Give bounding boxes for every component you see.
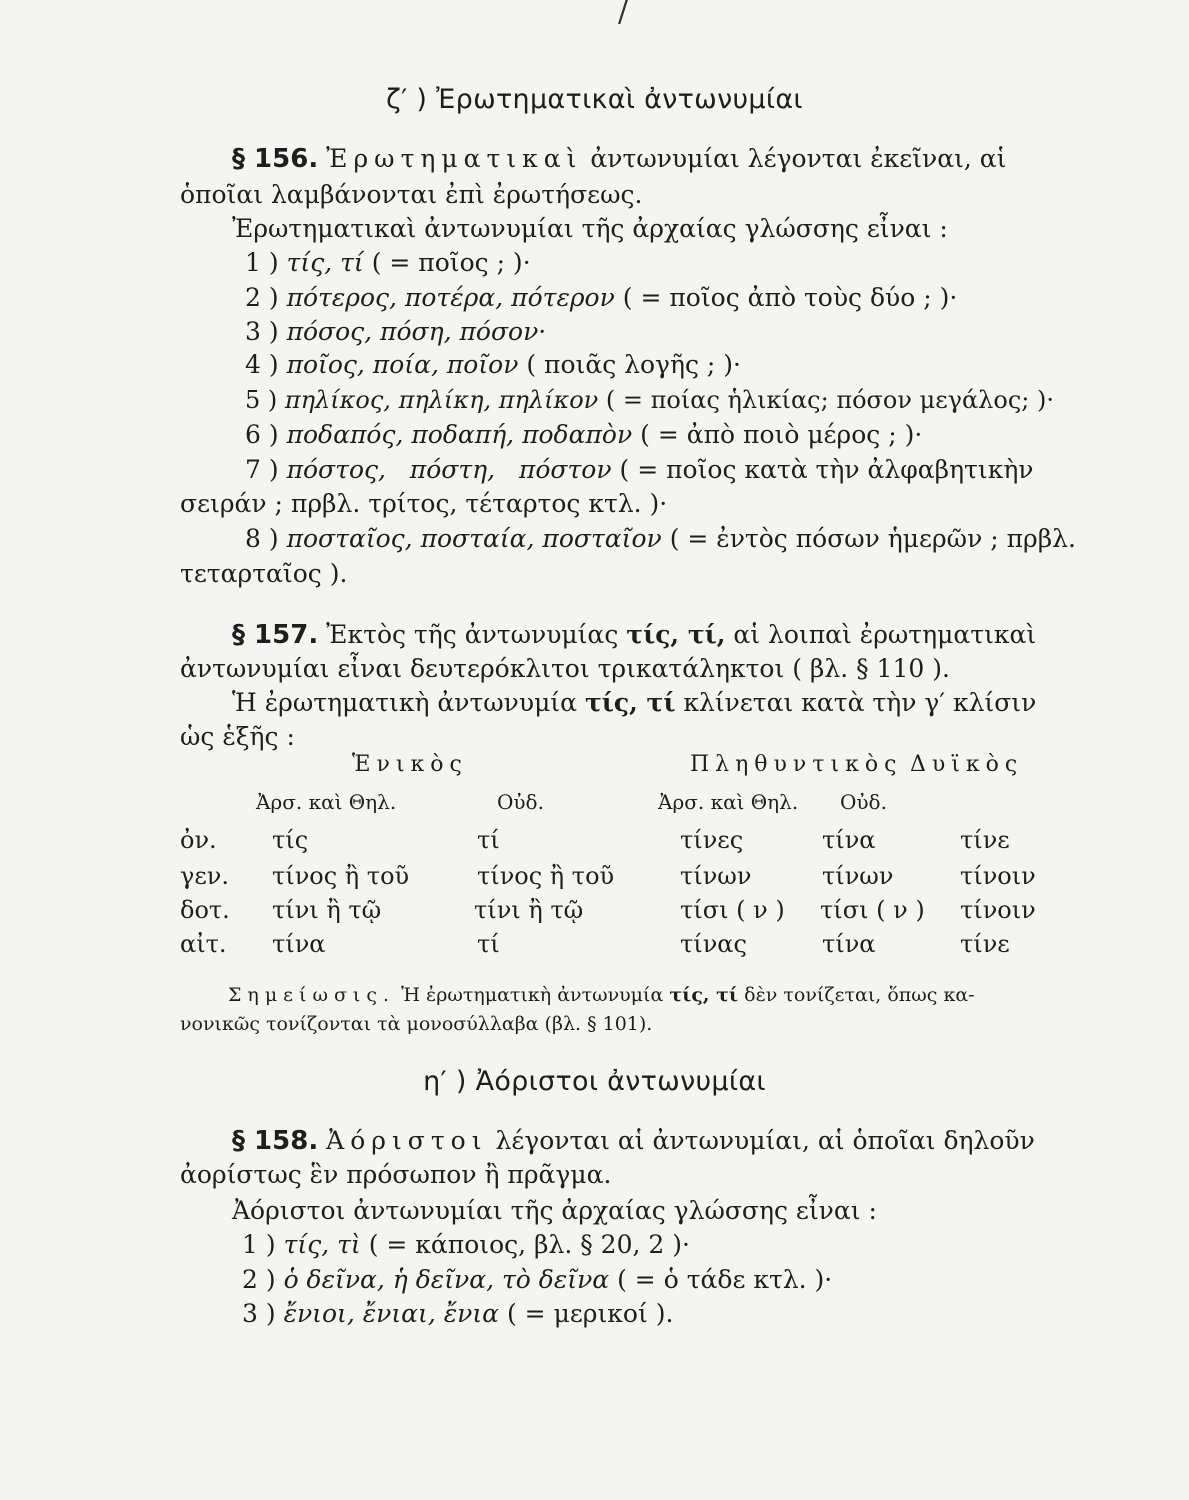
- table-cell: τίνος ἢ τοῦ: [477, 862, 615, 890]
- item-forms: ὁ δεῖνα, ἡ δεῖνα, τὸ δεῖνα: [283, 1265, 610, 1294]
- table-cell: τί: [477, 826, 500, 854]
- table-sub-sg-masc-fem: Ἀρσ. καὶ Θηλ.: [256, 790, 397, 814]
- item-forms: ποσταῖος, ποσταία, ποσταῖον: [286, 524, 662, 553]
- table-group-dual: Δυϊκὸς: [910, 752, 1024, 777]
- item-number: 3 ): [245, 317, 279, 346]
- item-number: 2 ): [245, 283, 279, 312]
- para-157-line-2: ἀντωνυμίαι εἶναι δευτερόκλιτοι τρικατάληκτοι ( βλ. § 110 ).: [180, 654, 950, 683]
- section-heading-interrogative: ζ′ ) Ἐρωτηματικαὶ ἀντωνυμίαι: [386, 84, 803, 115]
- list1-item-4: [245, 350, 741, 379]
- item-gloss: ( = ποῖος ; )·: [371, 248, 531, 277]
- para-156-line-3: Ἐρωτηματικαὶ ἀντωνυμίαι τῆς ἀρχαίας γλώσσης εἶναι :: [232, 214, 948, 243]
- list2-item-1: [242, 1230, 690, 1259]
- item-forms: ποδαπός, ποδαπή, ποδαπὸν: [286, 420, 633, 449]
- item-number: 7 ): [245, 455, 279, 484]
- item-gloss: ( ποιᾶς λογῆς ; )·: [526, 350, 741, 379]
- note-text: δὲν τονίζεται, ὅπως κα-: [744, 984, 975, 1006]
- table-cell: τίσι ( ν ): [820, 896, 925, 924]
- item-forms: ἔνιοι, ἔνιαι, ἔνια: [283, 1299, 500, 1328]
- list2-item-3: [242, 1299, 673, 1328]
- item-gloss: ( = κάποιος, βλ. § 20, 2 )·: [368, 1230, 690, 1259]
- list1-item-8-continuation: τεταρταῖος ).: [180, 559, 348, 588]
- table-cell: τίνι ἢ τῷ: [474, 896, 584, 924]
- para-157-text: κλίνεται κατὰ τὴν γ′ κλίσιν: [683, 688, 1037, 717]
- item-gloss: ( = ποίας ἡλικίας; πόσον μεγάλος; )·: [605, 386, 1054, 414]
- note-line-1: [228, 984, 975, 1006]
- table-cell: τίνοιν: [960, 862, 1036, 890]
- list1-item-8: [245, 524, 1076, 553]
- item-number: 1 ): [242, 1230, 276, 1259]
- table-cell: τίς: [272, 826, 309, 854]
- para-158-line-2: ἀορίστως ἓν πρόσωπον ἢ πρᾶγμα.: [180, 1160, 612, 1189]
- item-forms: πότερος, ποτέρα, πότερον: [286, 283, 615, 312]
- item-number: 2 ): [242, 1265, 276, 1294]
- para-158-line-3: Ἀόριστοι ἀντωνυμίαι τῆς ἀρχαίας γλώσσης εἶναι :: [232, 1196, 877, 1225]
- item-forms: τίς, τὶ: [283, 1230, 361, 1259]
- table-cell: τίνος ἢ τοῦ: [272, 862, 410, 890]
- list1-item-7-continuation: σειράν ; πρβλ. τρίτος, τέταρτος κτλ. )·: [180, 489, 668, 518]
- table-cell: τίνοιν: [960, 896, 1036, 924]
- item-number: 8 ): [245, 524, 279, 553]
- section-number-157: § 157.: [232, 620, 319, 650]
- table-cell: τίνων: [822, 862, 894, 890]
- item-gloss: ( = ἐντὸς πόσων ἡμερῶν ; πρβλ.: [669, 524, 1076, 553]
- table-sub-sg-neut: Οὐδ.: [497, 790, 544, 814]
- para-157-line-1: [232, 620, 1036, 650]
- para-157-line-4: ὡς ἑξῆς :: [180, 722, 295, 751]
- table-cell: τίνες: [680, 826, 744, 854]
- section-number-156: § 156.: [232, 144, 319, 174]
- section-heading-indefinite: η′ ) Ἀόριστοι ἀντωνυμίαι: [423, 1066, 766, 1097]
- para-156-line-2: ὁποῖαι λαμβάνονται ἐπὶ ἐρωτήσεως.: [180, 180, 643, 209]
- note-label: Σημείωσις.: [228, 984, 396, 1006]
- term-indefinite: Ἀόριστοι: [326, 1126, 488, 1155]
- list1-item-5: [245, 386, 1054, 414]
- para-158-line-1-rest: λέγονται αἱ ἀντωνυμίαι, αἱ ὁποῖαι δηλοῦν: [495, 1126, 1035, 1155]
- item-number: 4 ): [245, 350, 279, 379]
- list1-item-1: [245, 248, 531, 277]
- item-gloss: ( = μερικοί ).: [506, 1299, 674, 1328]
- bold-pronoun: τίς, τί: [584, 688, 676, 717]
- item-gloss: ( = ποῖος κατὰ τὴν ἀλφαβητικὴν: [619, 455, 1034, 484]
- table-cell: τίνων: [680, 862, 752, 890]
- bold-pronoun: τίς, τί,: [626, 620, 726, 649]
- note-line-2: νονικῶς τονίζονται τὰ μονοσύλλαβα (βλ. § 101).: [180, 1013, 653, 1035]
- term-interrogative: Ἐρωτηματικαὶ: [326, 144, 583, 173]
- item-gloss: ( = ὁ τάδε κτλ. )·: [617, 1265, 833, 1294]
- table-cell: τί: [477, 930, 500, 958]
- list1-item-2: [245, 283, 957, 312]
- list1-item-7: [245, 455, 1034, 484]
- item-forms: τίς, τί: [286, 248, 364, 277]
- item-number: 1 ): [245, 248, 279, 277]
- table-cell: τίνα: [822, 826, 876, 854]
- para-156-line-1-rest: ἀντωνυμίαι λέγονται ἐκεῖναι, αἱ: [590, 144, 1007, 173]
- table-case-label: γεν.: [180, 862, 229, 890]
- item-forms: πόσος, πόση, πόσον·: [286, 317, 547, 346]
- list1-item-3: [245, 317, 546, 346]
- table-group-singular: Ἑνικὸς: [352, 752, 468, 777]
- para-157-text: αἱ λοιπαὶ ἐρωτηματικαὶ: [733, 620, 1037, 649]
- item-forms: πηλίκος, πηλίκη, πηλίκον: [284, 386, 599, 414]
- para-158-line-1: [232, 1126, 1035, 1156]
- item-forms: ποῖος, ποία, ποῖον: [286, 350, 519, 379]
- table-cell: τίνας: [680, 930, 747, 958]
- table-case-label: αἰτ.: [180, 930, 227, 958]
- list1-item-6: [245, 420, 922, 449]
- para-157-text: Ἐκτὸς τῆς ἀντωνυμίας: [326, 620, 619, 649]
- para-156-line-1: [232, 144, 1006, 174]
- table-case-label: ὀν.: [180, 826, 217, 854]
- table-cell: τίνα: [272, 930, 326, 958]
- top-mark: /: [618, 0, 629, 29]
- item-gloss: ( = ποῖος ἀπὸ τοὺς δύο ; )·: [622, 283, 958, 312]
- table-case-label: δοτ.: [180, 896, 230, 924]
- table-cell: τίνι ἢ τῷ: [272, 896, 382, 924]
- para-157-line-3: [232, 688, 1036, 717]
- table-cell: τίνε: [960, 930, 1010, 958]
- bold-pronoun: τίς, τί: [669, 984, 739, 1006]
- item-number: 5 ): [245, 386, 278, 414]
- table-group-plural: Πληθυντικὸς: [690, 752, 903, 777]
- section-number-158: § 158.: [232, 1126, 319, 1156]
- table-cell: τίνα: [822, 930, 876, 958]
- table-cell: τίνε: [960, 826, 1010, 854]
- item-number: 6 ): [245, 420, 279, 449]
- item-number: 3 ): [242, 1299, 276, 1328]
- note-text: Ἡ ἐρωτηματικὴ ἀντωνυμία: [401, 984, 664, 1006]
- para-157-text: Ἡ ἐρωτηματικὴ ἀντωνυμία: [232, 688, 577, 717]
- item-gloss: ( = ἀπὸ ποιὸ μέρος ; )·: [640, 420, 923, 449]
- table-sub-pl-neut: Οὐδ.: [840, 790, 887, 814]
- table-sub-pl-masc-fem: Ἀρσ. καὶ Θηλ.: [658, 790, 799, 814]
- table-cell: τίσι ( ν ): [680, 896, 785, 924]
- list2-item-2: [242, 1265, 832, 1294]
- item-forms: πόστος, πόστη, πόστον: [286, 455, 612, 484]
